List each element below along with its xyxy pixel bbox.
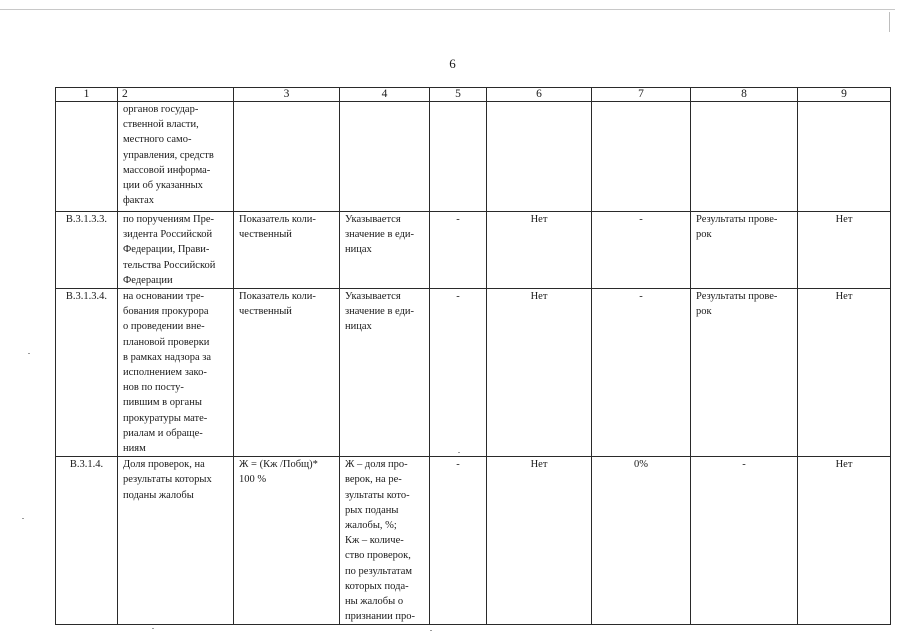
page-number: 6: [449, 56, 456, 71]
row-col6: Нет: [487, 212, 592, 289]
indicators-table: [55, 87, 891, 625]
row-col5: -: [430, 457, 487, 625]
scan-speck: [458, 452, 460, 453]
scan-edge-top: [0, 9, 895, 10]
scan-edge-right: [889, 12, 890, 32]
row-unit: Указывается значение в еди- ницах: [340, 289, 430, 457]
row-col6: [487, 102, 592, 212]
row-col9: [798, 102, 891, 212]
row-unit: Ж – доля про- верок, на ре- зультаты кото- рых поданы жалобы, %; Кж – количе- ство проверок, по результатам которых пода- ны жалобы о признании про-: [340, 457, 430, 625]
row-name: органов государ- ственной власти, местного само- управления, средств массовой информа- ции об указанных фактах: [118, 102, 234, 212]
row-col9: Нет: [798, 212, 891, 289]
column-header: 4: [340, 88, 430, 102]
row-name: на основании тре- бования прокурора о проведении вне- плановой проверки в рамках надзора за исполнением зако- нов по посту- пившим в органы прокуратуры мате- риалам и обраще- ниям: [118, 289, 234, 457]
scan-speck: [430, 630, 432, 631]
scan-speck: [22, 518, 24, 519]
row-col9: Нет: [798, 289, 891, 457]
row-indicator-type: Ж = (Кж /Побщ)* 100 %: [234, 457, 340, 625]
row-col7: -: [592, 289, 691, 457]
row-code: В.3.1.3.3.: [56, 212, 118, 289]
row-col7: -: [592, 212, 691, 289]
column-header: 8: [691, 88, 798, 102]
column-header: 3: [234, 88, 340, 102]
row-name: Доля проверок, на результаты которых поданы жалобы: [118, 457, 234, 625]
row-unit: [340, 102, 430, 212]
table-row: [56, 289, 891, 457]
row-col7: [592, 102, 691, 212]
row-indicator-type: Показатель коли- чественный: [234, 212, 340, 289]
column-header: 5: [430, 88, 487, 102]
column-header: 9: [798, 88, 891, 102]
row-col6: Нет: [487, 457, 592, 625]
row-col7: 0%: [592, 457, 691, 625]
row-code: [56, 102, 118, 212]
row-source: Результаты прове- рок: [691, 212, 798, 289]
column-header: 2: [118, 88, 234, 102]
row-indicator-type: [234, 102, 340, 212]
row-source: -: [691, 457, 798, 625]
row-name: по поручениям Пре- зидента Российской Федерации, Прави- тельства Российской Федерации: [118, 212, 234, 289]
scan-speck: [28, 353, 30, 354]
table-header-row: [56, 88, 891, 102]
table-row: [56, 457, 891, 625]
row-col6: Нет: [487, 289, 592, 457]
column-header: 7: [592, 88, 691, 102]
row-col5: -: [430, 289, 487, 457]
scan-speck: [152, 628, 154, 629]
row-unit: Указывается значение в еди- ницах: [340, 212, 430, 289]
column-header: 1: [56, 88, 118, 102]
row-source: [691, 102, 798, 212]
column-header: 6: [487, 88, 592, 102]
row-code: В.3.1.4.: [56, 457, 118, 625]
row-indicator-type: Показатель коли- чественный: [234, 289, 340, 457]
row-code: В.3.1.3.4.: [56, 289, 118, 457]
row-col9: Нет: [798, 457, 891, 625]
row-col5: [430, 102, 487, 212]
table-row: [56, 212, 891, 289]
row-source: Результаты прове- рок: [691, 289, 798, 457]
row-col5: -: [430, 212, 487, 289]
table-row: [56, 102, 891, 212]
